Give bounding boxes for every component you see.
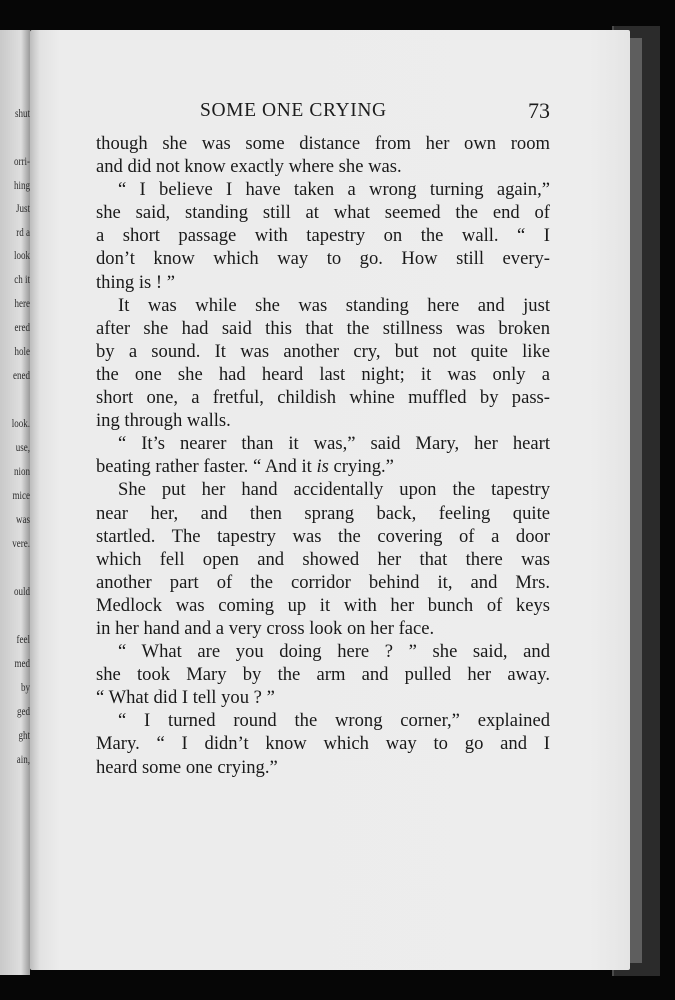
text-line: “ What did I tell you ? ” (96, 687, 275, 709)
text-line: another part of the corridor behind it, and Mrs. (96, 571, 550, 593)
text-line: It was while she was standing here and just (118, 294, 550, 316)
margin-fragment: by (21, 680, 30, 694)
emphasis: is (316, 456, 329, 478)
text-line: don’t know which way to go. How still every- (96, 248, 550, 270)
margin-fragment: hing (13, 178, 30, 192)
text-line: and did not know exactly where she was. (96, 156, 402, 178)
margin-fragment: look (13, 248, 30, 262)
margin-fragment: ght (18, 728, 30, 742)
margin-fragment: med (14, 656, 30, 670)
text-line: by a sound. It was another cry, but not quite like (96, 340, 550, 362)
text-line: “ It’s nearer than it was,” said Mary, her heart (118, 433, 550, 455)
text-line: Mary. “ I didn’t know which way to go and I (96, 733, 550, 755)
page-number: 73 (528, 98, 550, 123)
text-line: which fell open and showed her that there was (96, 548, 550, 570)
text-line: thing is ! ” (96, 271, 176, 293)
margin-fragment: hole (14, 344, 30, 358)
margin-fragment: ened (13, 368, 30, 382)
margin-fragment: Just (15, 201, 30, 215)
text-line: “ I believe I have taken a wrong turning again,” (118, 179, 550, 201)
text-line: the one she had heard last night; it was only a (96, 363, 550, 385)
margin-fragment: ch it (14, 272, 30, 286)
page-header (96, 96, 550, 132)
page-body-text (96, 132, 550, 779)
text-line: “ What are you doing here ? ” she said, and (118, 641, 550, 663)
margin-fragment: use, (15, 440, 30, 454)
text-line: ing through walls. (96, 410, 231, 432)
margin-fragment: look. (11, 416, 30, 430)
margin-fragment: nion (13, 464, 30, 478)
margin-fragment: feel (16, 632, 30, 646)
book-page (30, 30, 630, 970)
text-line: “ I turned round the wrong corner,” explained (118, 710, 550, 732)
text-line: she took Mary by the arm and pulled her away. (96, 664, 550, 686)
margin-fragment: ered (14, 320, 30, 334)
text-line: Medlock was coming up it with her bunch of keys (96, 594, 550, 616)
margin-fragment: was (15, 512, 30, 526)
margin-fragment: mice (12, 488, 30, 502)
margin-fragment: vere. (12, 536, 30, 550)
margin-fragment: here (14, 296, 30, 310)
text-line: in her hand and a very cross look on her face. (96, 617, 435, 639)
margin-fragment: rd a (16, 225, 30, 239)
margin-fragment: shut (14, 106, 30, 120)
text-line: she said, standing still at what seemed the end of (96, 202, 550, 224)
previous-page-margin (0, 30, 30, 975)
text-line: short one, a fretful, childish whine muffled by pass- (96, 387, 550, 409)
page-block-edge (628, 38, 642, 963)
text-line: heard some one crying.” (96, 756, 278, 778)
text-line: She put her hand accidentally upon the tapestry (118, 479, 550, 501)
margin-fragment: ged (17, 704, 30, 718)
text-line: though she was some distance from her own room (96, 133, 550, 154)
text-line: a short passage with tapestry on the wall. “ I (96, 225, 550, 247)
margin-fragment: orri- (14, 154, 30, 168)
margin-fragment: ould (13, 584, 30, 598)
text-line: near her, and then sprang back, feeling quite (96, 502, 550, 524)
text-line: beating rather faster. “ And it is crying.” (96, 456, 394, 478)
text-line: startled. The tapestry was the covering of a door (96, 525, 550, 547)
running-title: SOME ONE CRYING (200, 100, 387, 121)
text-line: after she had said this that the stillness was broken (96, 317, 550, 339)
margin-fragment: ain, (16, 752, 30, 766)
